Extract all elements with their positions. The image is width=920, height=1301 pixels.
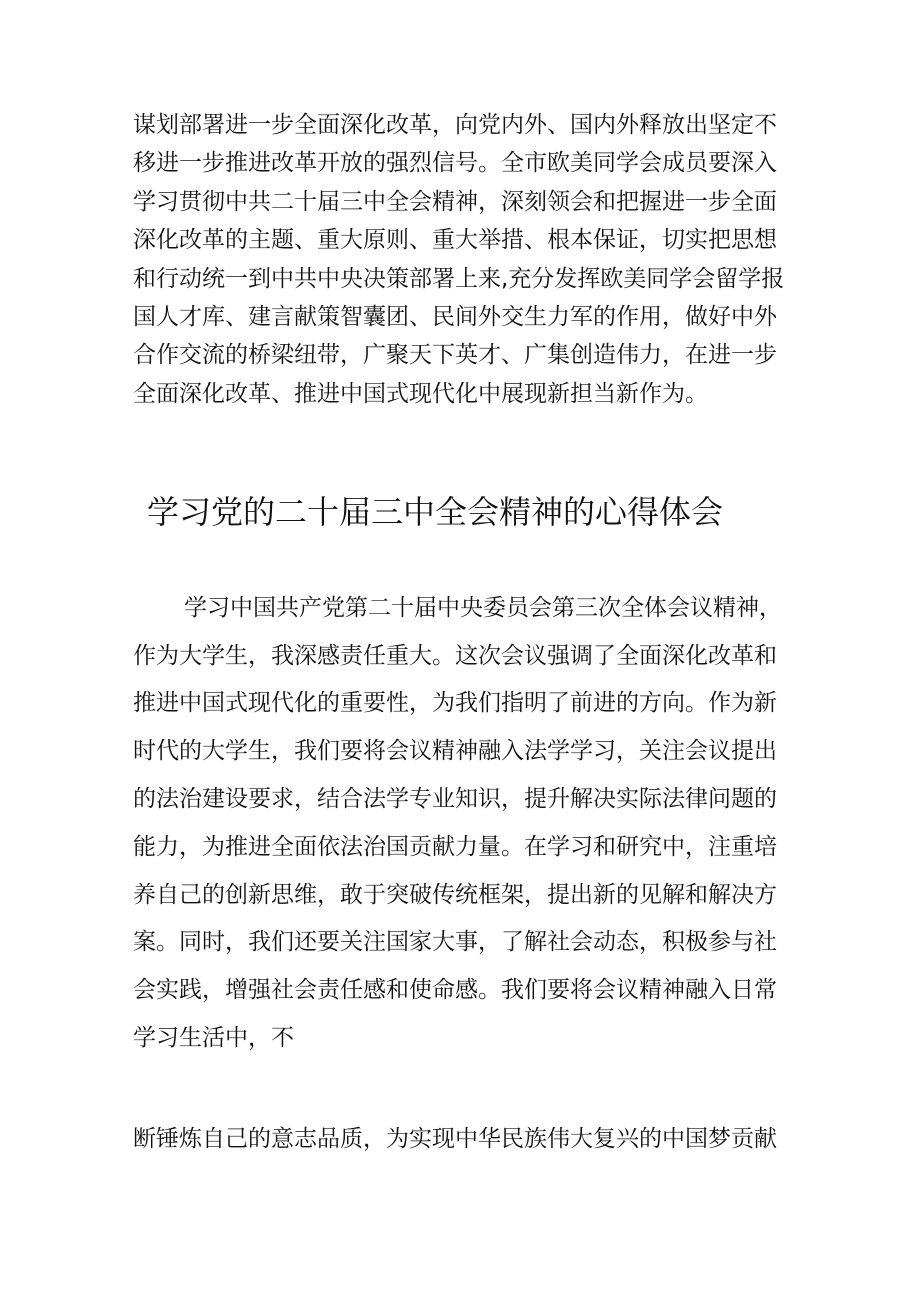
paragraph-line: 时代的大学生，我们要将会议精神融入法学学习，关注会议提出 [133, 738, 777, 764]
paragraph-line: 学习生活中，不 [133, 1025, 294, 1051]
paragraph-line: 学习贯彻中共二十届三中全会精神，深刻领会和把握进一步全面 [133, 189, 777, 215]
paragraph-line: 谋划部署进一步全面深化改革，向党内外、国内外释放出坚定不 [133, 112, 777, 138]
paragraph-line: 学习中国共产党第二十届中央委员会第三次全体会议精神， [184, 595, 782, 621]
paragraph-line: 国人才库、建言献策智囊团、民间外交生力军的作用，做好中外 [133, 304, 777, 330]
paragraph-line: 作为大学生，我深感责任重大。这次会议强调了全面深化改革和 [133, 643, 777, 669]
paragraph-line: 推进中国式现代化的重要性，为我们指明了前进的方向。作为新 [133, 690, 777, 716]
paragraph-line: 断锤炼自己的意志品质，为实现中华民族伟大复兴的中国梦贡献 [133, 1126, 777, 1152]
paragraph-line: 深化改革的主题、重大原则、重大举措、根本保证，切实把思想 [133, 227, 777, 253]
paragraph-line: 和行动统一到中共中央决策部署上来,充分发挥欧美同学会留学报 [133, 266, 785, 292]
paragraph-line: 会实践，增强社会责任感和使命感。我们要将会议精神融入日常 [133, 977, 777, 1003]
paragraph-line: 养自己的创新思维，敢于突破传统框架，提出新的见解和解决方 [133, 882, 777, 908]
paragraph-line: 移进一步推进改革开放的强烈信号。全市欧美同学会成员要深入 [133, 150, 777, 176]
paragraph-line: 合作交流的桥梁纽带，广聚天下英才、广集创造伟力，在进一步 [133, 342, 777, 368]
section-heading: 学习党的二十届三中全会精神的心得体会 [147, 493, 724, 531]
paragraph-line: 能力，为推进全面依法治国贡献力量。在学习和研究中，注重培 [133, 834, 777, 860]
paragraph-line: 全面深化改革、推进中国式现代化中展现新担当新作为。 [133, 381, 708, 407]
paragraph-line: 的法治建设要求，结合法学专业知识，提升解决实际法律问题的 [133, 786, 777, 812]
paragraph-line: 案。同时，我们还要关注国家大事，了解社会动态，积极参与社 [133, 929, 777, 955]
